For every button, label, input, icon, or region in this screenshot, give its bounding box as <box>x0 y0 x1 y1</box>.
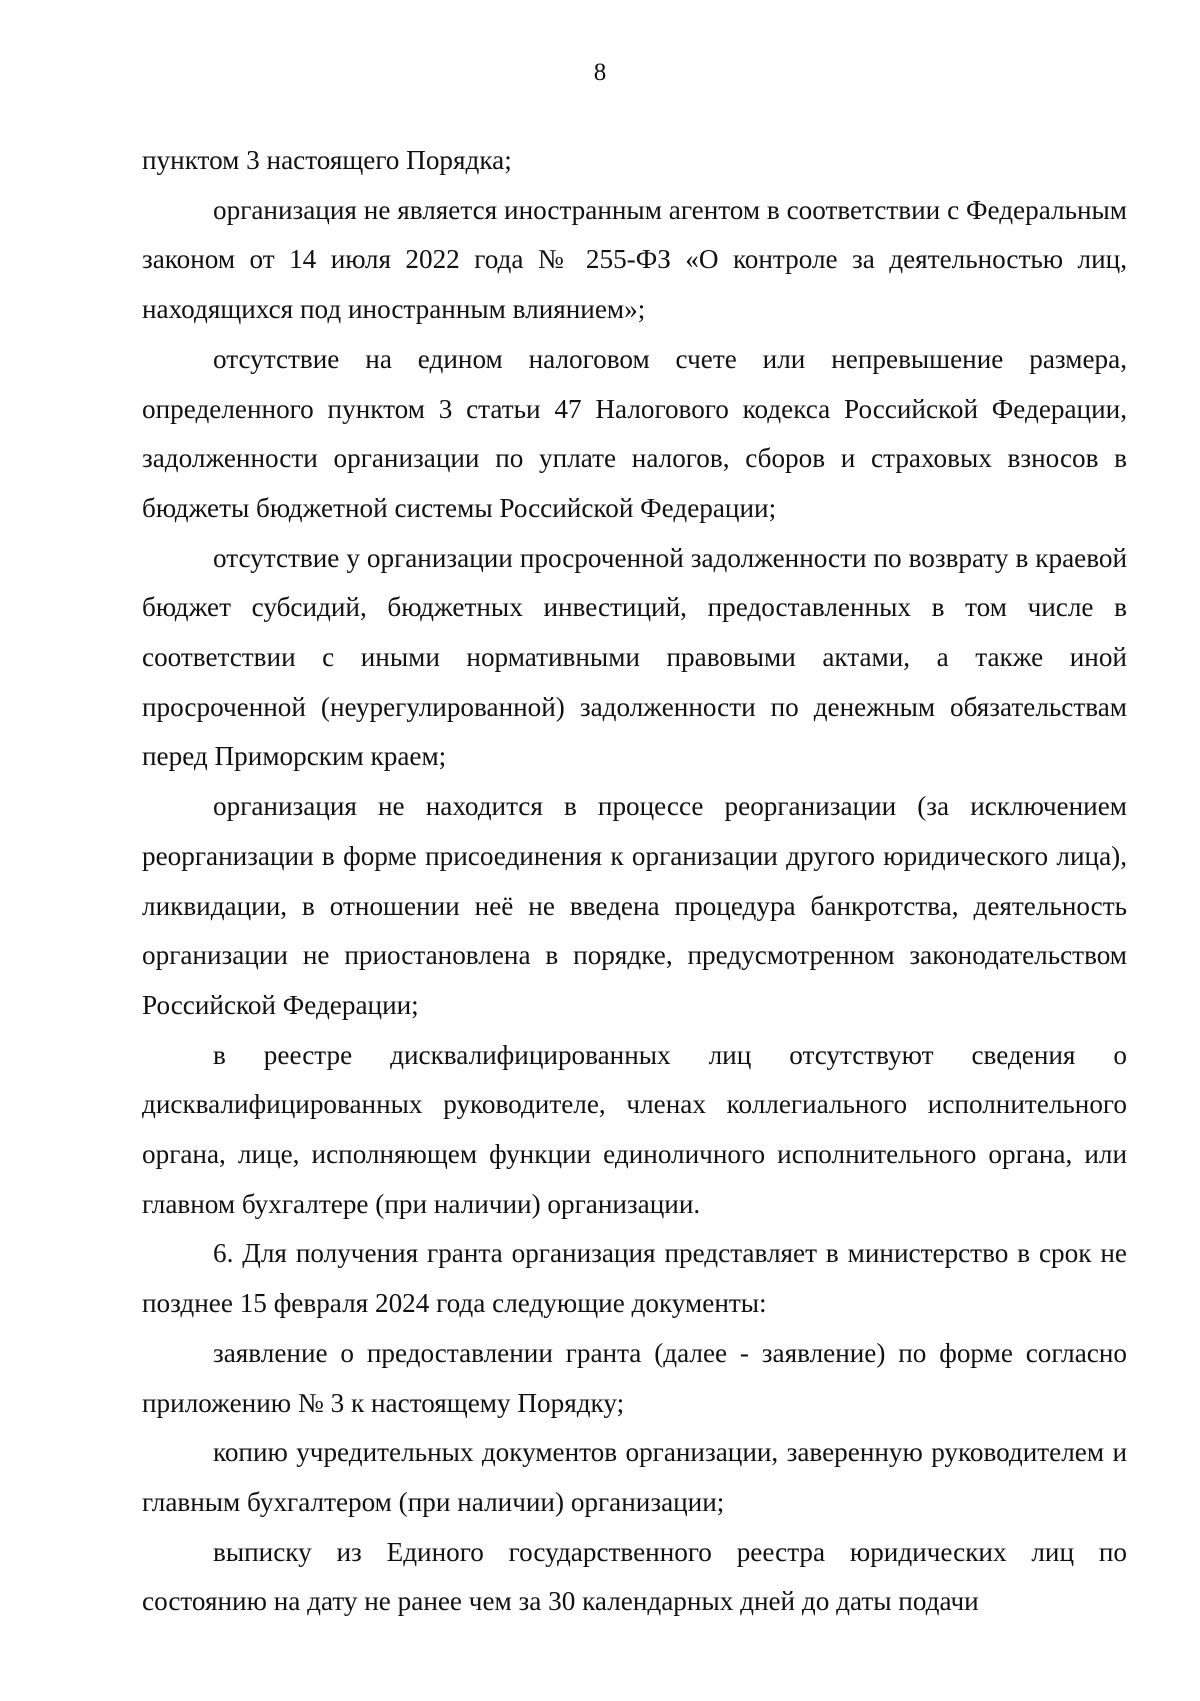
paragraph: 6. Для получения гранта организация представляет в министерство в срок не позднее 15 февраля 2024 года следующие документы: <box>142 1238 1127 1319</box>
document-body <box>142 136 1127 1627</box>
paragraph: организация не является иностранным агентом в соответствии с Федеральным законом от 14 июля 2022 года № 255-ФЗ «О контроле за деятельностью лиц, находящихся под иностранным влиянием»; <box>142 194 1127 325</box>
paragraph: выписку из Единого государственного реестра юридических лиц по состоянию на дату не ранее чем за 30 календарных дней до даты подачи <box>142 1536 1127 1617</box>
paragraph: пунктом 3 настоящего Порядка; <box>142 145 512 175</box>
paragraph: отсутствие на едином налоговом счете или непревышение размера, определенного пунктом 3 статьи 47 Налогового кодекса Российской Федерации, задолженности организации по уплате налогов, сборов и страховых взносов в бюджеты бюджетной системы Российской Федерации; <box>142 343 1127 523</box>
paragraph: копию учредительных документов организации, заверенную руководителем и главным бухгалтером (при наличии) организации; <box>142 1437 1127 1517</box>
page-number: 8 <box>593 59 607 86</box>
paragraph: отсутствие у организации просроченной задолженности по возврату в краевой бюджет субсидий, бюджетных инвестиций, предоставленных в том числе в соответствии с иными нормативными правовыми актами, а также иной просроченной (неурегулированной) задолженности по денежным обязательствам перед Приморским краем; <box>142 542 1127 772</box>
paragraph: организация не находится в процессе реорганизации (за исключением реорганизации в форме присоединения к организации другого юридического лица), ликвидации, в отношении неё не введена процедура банкротства, деятельность организации не приостановлена в порядке, предусмотренном законодательством Российской Федерации; <box>142 791 1127 1020</box>
paragraph: в реестре дисквалифицированных лиц отсутствуют сведения о дисквалифицированных руководителе, членах коллегиального исполнительного органа, лице, исполняющем функции единоличного исполнительного органа, или главном бухгалтере (при наличии) организации. <box>142 1039 1127 1219</box>
paragraph: заявление о предоставлении гранта (далее - заявление) по форме согласно приложению № 3 к настоящему Порядку; <box>142 1337 1127 1418</box>
